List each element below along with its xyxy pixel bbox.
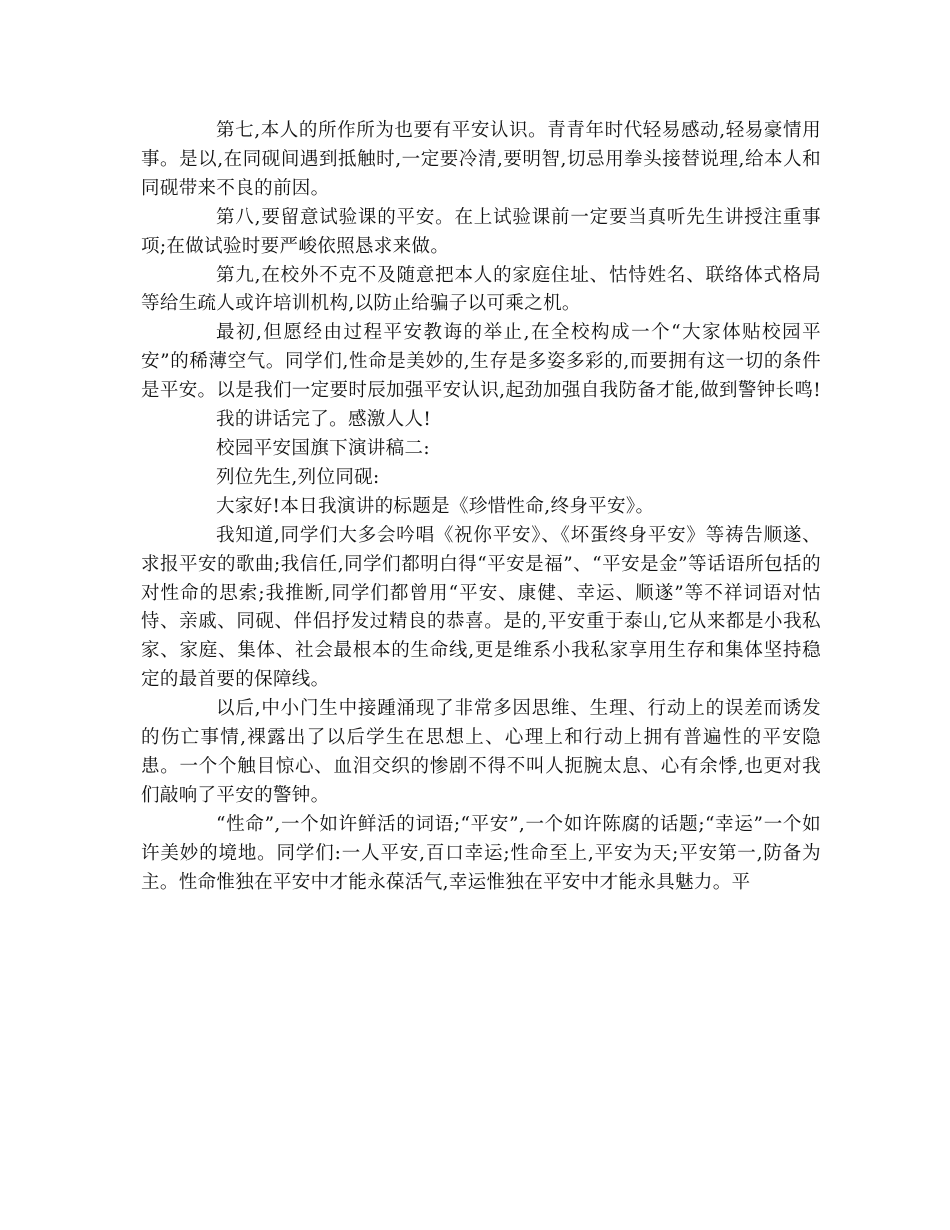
document-body: [141, 117, 821, 897]
paragraph-eighth-point: 第八,要留意试验课的平安。在上试验课前一定要当真听先生讲授注重事项;在做试验时要严峻依照恳求来做。: [141, 206, 821, 257]
speech-two-greeting: 大家好!本日我演讲的标题是《珍惜性命,终身平安》。: [216, 495, 655, 517]
speech-two-title: 校园平安国旗下演讲稿二:: [216, 437, 430, 459]
speech-two-salutation: 列位先生,列位同砚:: [216, 466, 380, 488]
paragraph-closing-thanks: 我的讲话完了。感激人人!: [216, 409, 432, 431]
paragraph-safety-songs: 我知道,同学们大多会吟唱《祝你平安》、《坏蛋终身平安》等祷告顺遂、求报平安的歌曲;我信任,同学们都明白得“平安是福”、“平安是金”等话语所包括的对性命的思索;我推断,同学们都曾用“平安、康健、幸运、顺遂”等不祥词语对怙恃、亲戚、同砚、伴侣抒发过精良的恭喜。是的,平安重于泰山,它从来都是小我私家、家庭、集体、社会最根本的生命线,更是维系小我私家享用生存和集体坚持稳定的最首要的保障线。: [141, 524, 821, 691]
paragraph-life-safety-happiness: “性命”,一个如许鲜活的词语;“平安”,一个如许陈腐的话题;“幸运”一个如许美妙的境地。同学们:一人平安,百口幸运;性命至上,平安为天;平安第一,防备为主。性命惟独在平安中才能永葆活气,幸运惟独在平安中才能永具魅力。平: [141, 813, 821, 893]
paragraph-safety-hazards: 以后,中小门生中接踵涌现了非常多因思维、生理、行动上的误差而诱发的伤亡事情,裸露出了以后学生在思想上、心理上和行动上拥有普遍性的平安隐患。一个个触目惊心、血泪交织的惨剧不得不叫人扼腕太息、心有余悸,也更对我们敲响了平安的警钟。: [141, 698, 821, 806]
paragraph-seventh-point: 第七,本人的所作所为也要有平安认识。青青年时代轻易感动,轻易豪情用事。是以,在同砚间遇到抵触时,一定要冷清,要明智,切忌用拳头接替说理,给本人和同砚带来不良的前因。: [141, 120, 821, 199]
paragraph-conclusion: 最初,但愿经由过程平安教诲的举止,在全校构成一个“大家体贴校园平安”的稀薄空气。同学们,性命是美妙的,生存是多姿多彩的,而要拥有这一切的条件是平安。以是我们一定要时辰加强平安认识,起劲加强自我防备才能,做到警钟长鸣!: [141, 322, 821, 402]
paragraph-ninth-point: 第九,在校外不克不及随意把本人的家庭住址、怙恃姓名、联络体式格局等给生疏人或许培训机构,以防止给骗子以可乘之机。: [141, 264, 821, 315]
